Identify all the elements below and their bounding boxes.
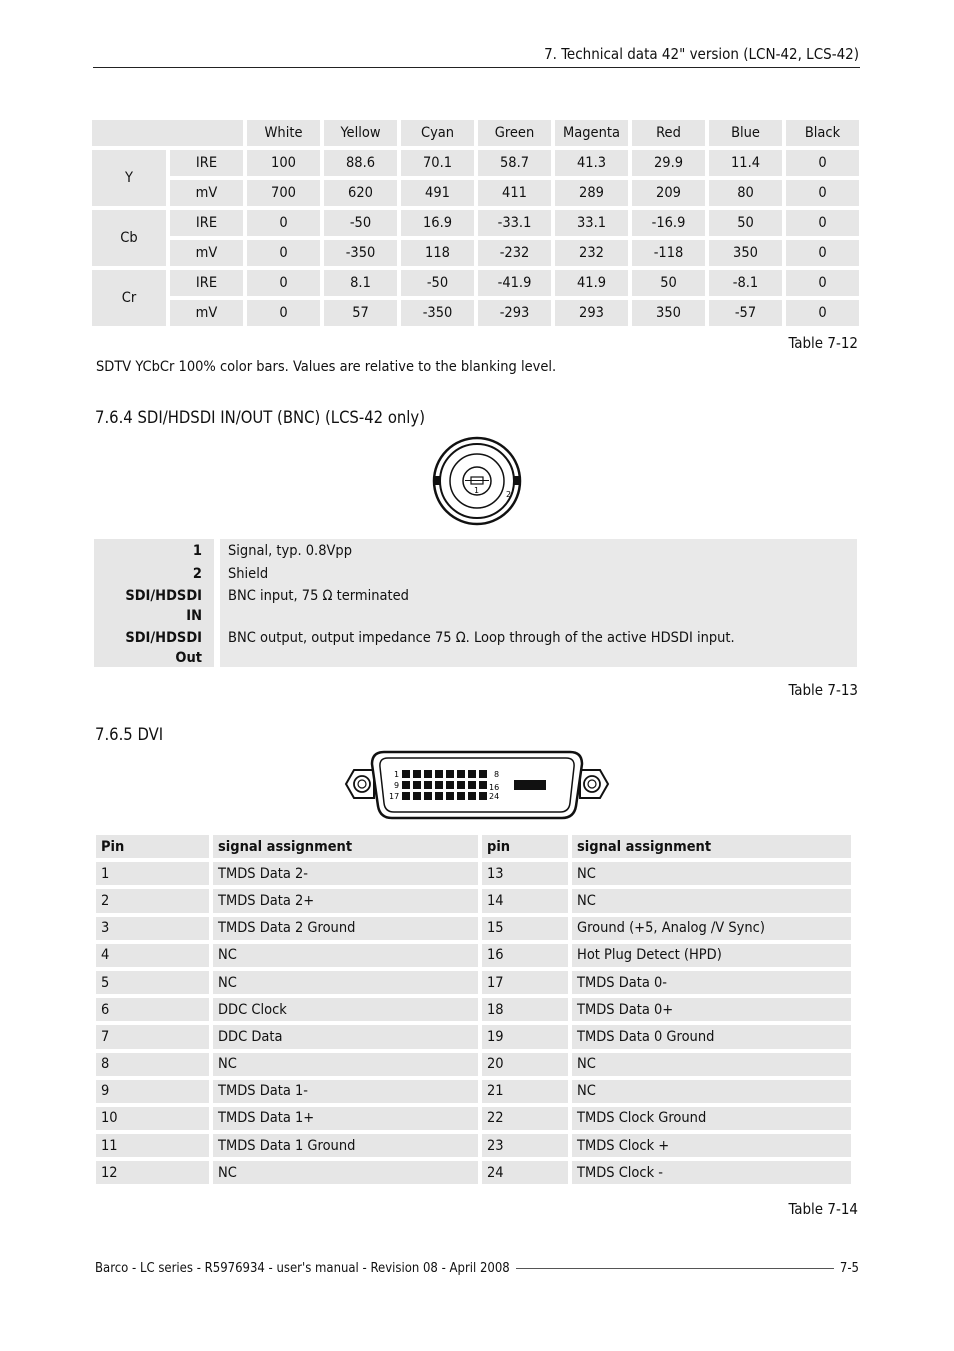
table-cell: TMDS Data 1+	[213, 1107, 478, 1130]
dvi-pin-17-label: 17	[389, 792, 400, 801]
dvi-pin	[457, 770, 465, 778]
table-cell: 0	[247, 300, 320, 326]
sdi-pin-desc: Signal, typ. 0.8Vpp	[220, 539, 857, 562]
unit-label: mV	[170, 300, 243, 326]
table-row	[96, 1080, 851, 1103]
dvi-header-signal: signal assignment	[213, 835, 478, 858]
table-cell: 118	[401, 240, 474, 266]
dvi-pin	[479, 792, 487, 800]
page-header-title: 7. Technical data 42" version (LCN-42, LCS-42)	[544, 45, 859, 63]
table-cell: 9	[96, 1080, 209, 1103]
table-cell: 6	[96, 998, 209, 1021]
table-cell: 7	[96, 1025, 209, 1048]
table-cell: NC	[572, 862, 851, 885]
table-cell: DDC Clock	[213, 998, 478, 1021]
table-cell: NC	[572, 1053, 851, 1076]
table-cell: -50	[324, 210, 397, 236]
table-cell: 15	[482, 917, 568, 940]
bnc-pin-2-label: 2	[506, 490, 512, 499]
table-cell: 0	[786, 210, 859, 236]
dvi-pin	[424, 781, 432, 789]
table-cell: 22	[482, 1107, 568, 1130]
dvi-pin	[468, 770, 476, 778]
table-cell: 100	[247, 150, 320, 176]
table-cell: 16	[482, 944, 568, 967]
table-row	[96, 971, 851, 994]
table-cell: -293	[478, 300, 551, 326]
table-cell: 23	[482, 1134, 568, 1157]
table-cell: NC	[572, 1080, 851, 1103]
table-cell: TMDS Data 0-	[572, 971, 851, 994]
table-cell: TMDS Data 2-	[213, 862, 478, 885]
table-cell: NC	[213, 1161, 478, 1184]
table-cell: 41.3	[555, 150, 628, 176]
table-cell: 2	[96, 889, 209, 912]
table-row	[96, 944, 851, 967]
table-cell: 350	[709, 240, 782, 266]
color-column-header: Magenta	[555, 120, 628, 146]
dvi-pin	[457, 781, 465, 789]
table-caption-7-12: Table 7-12	[788, 334, 858, 352]
dvi-header-pin: Pin	[96, 835, 209, 858]
table-cell: Ground (+5, Analog /V Sync)	[572, 917, 851, 940]
dvi-pin	[468, 792, 476, 800]
table-cell: 232	[555, 240, 628, 266]
header-rule	[93, 67, 860, 68]
table-cell: 13	[482, 862, 568, 885]
table-cell: 18	[482, 998, 568, 1021]
table-cell: 293	[555, 300, 628, 326]
color-column-header: Green	[478, 120, 551, 146]
dvi-pin	[457, 792, 465, 800]
table-cell: -41.9	[478, 270, 551, 296]
table-row	[96, 889, 851, 912]
table-cell: 209	[632, 180, 705, 206]
table-cell: 8	[96, 1053, 209, 1076]
dvi-connector-diagram	[344, 750, 610, 820]
table-cell: 0	[786, 150, 859, 176]
table-cell: 12	[96, 1161, 209, 1184]
unit-label: mV	[170, 180, 243, 206]
sdi-pin-table	[94, 539, 857, 667]
table-cell: 24	[482, 1161, 568, 1184]
table-cell: 11.4	[709, 150, 782, 176]
component-label: Y	[92, 150, 166, 206]
unit-label: IRE	[170, 270, 243, 296]
component-label: Cb	[92, 210, 166, 266]
color-column-header: Red	[632, 120, 705, 146]
table-cell: -118	[632, 240, 705, 266]
component-label: Cr	[92, 270, 166, 326]
dvi-pin	[413, 781, 421, 789]
table-cell: NC	[213, 944, 478, 967]
dvi-pin	[435, 792, 443, 800]
color-column-header: Cyan	[401, 120, 474, 146]
table-cell: -16.9	[632, 210, 705, 236]
dvi-pin	[446, 781, 454, 789]
table-row	[96, 917, 851, 940]
table-row	[96, 1134, 851, 1157]
table-cell: 350	[632, 300, 705, 326]
table-cell: -33.1	[478, 210, 551, 236]
table-cell: TMDS Clock Ground	[572, 1107, 851, 1130]
table-cell: 289	[555, 180, 628, 206]
dvi-pin-8-label: 8	[494, 770, 500, 779]
dvi-header-signal-2: signal assignment	[572, 835, 851, 858]
dvi-pin	[468, 781, 476, 789]
dvi-pin-24-label: 24	[489, 792, 500, 801]
dvi-pin	[446, 770, 454, 778]
dvi-pin	[413, 770, 421, 778]
table-caption-7-13: Table 7-13	[788, 681, 858, 699]
dvi-pin	[402, 792, 410, 800]
table-cell: 0	[786, 270, 859, 296]
table-cell: NC	[572, 889, 851, 912]
sdi-pin-desc: Shield	[220, 562, 857, 584]
table-cell: 70.1	[401, 150, 474, 176]
table-cell: 19	[482, 1025, 568, 1048]
table-cell: 4	[96, 944, 209, 967]
dvi-pin-1-label: 1	[394, 770, 400, 779]
sdi-pin-desc: BNC input, 75 Ω terminated	[220, 584, 857, 626]
page-footer	[95, 1261, 859, 1276]
table-cell: 620	[324, 180, 397, 206]
color-column-header: White	[247, 120, 320, 146]
color-bars-note: SDTV YCbCr 100% color bars. Values are relative to the blanking level.	[96, 359, 557, 375]
color-column-header: Yellow	[324, 120, 397, 146]
table-cell: NC	[213, 971, 478, 994]
table-cell: NC	[213, 1053, 478, 1076]
table-cell: 16.9	[401, 210, 474, 236]
section-heading-sdi: 7.6.4 SDI/HDSDI IN/OUT (BNC) (LCS-42 only)	[95, 408, 426, 427]
sdi-pin-label: 2	[94, 562, 214, 584]
table-cell: 0	[786, 180, 859, 206]
table-cell: TMDS Clock -	[572, 1161, 851, 1184]
table-cell: TMDS Data 2 Ground	[213, 917, 478, 940]
footer-rule	[516, 1268, 834, 1269]
table-cell: -350	[324, 240, 397, 266]
table-cell: TMDS Data 1-	[213, 1080, 478, 1103]
dvi-pin-9-label: 9	[394, 781, 400, 790]
table-cell: 50	[632, 270, 705, 296]
table-cell: 5	[96, 971, 209, 994]
table-cell: DDC Data	[213, 1025, 478, 1048]
table-cell: 491	[401, 180, 474, 206]
table-cell: 8.1	[324, 270, 397, 296]
table-cell: TMDS Data 2+	[213, 889, 478, 912]
table-cell: 411	[478, 180, 551, 206]
dvi-pin	[413, 792, 421, 800]
table-corner-cell	[92, 120, 243, 146]
table-row	[96, 1025, 851, 1048]
dvi-pin	[435, 770, 443, 778]
footer-text: Barco - LC series - R5976934 - user's manual - Revision 08 - April 2008	[95, 1261, 510, 1276]
table-cell: 0	[247, 270, 320, 296]
dvi-pin	[446, 792, 454, 800]
table-row	[96, 1107, 851, 1130]
page-number: 7-5	[839, 1261, 859, 1276]
table-cell: 50	[709, 210, 782, 236]
dvi-pin	[424, 770, 432, 778]
sdi-pin-label: SDI/HDSDI IN	[94, 584, 214, 626]
table-row	[96, 1053, 851, 1076]
color-column-header: Black	[786, 120, 859, 146]
table-cell: TMDS Data 1 Ground	[213, 1134, 478, 1157]
table-cell: 0	[786, 300, 859, 326]
unit-label: IRE	[170, 150, 243, 176]
sdi-pin-label: 1	[94, 539, 214, 562]
table-cell: 33.1	[555, 210, 628, 236]
table-caption-7-14: Table 7-14	[788, 1200, 858, 1218]
table-row	[96, 998, 851, 1021]
table-cell: 17	[482, 971, 568, 994]
dvi-pin	[479, 781, 487, 789]
bnc-connector-diagram	[432, 435, 522, 527]
table-cell: TMDS Data 0+	[572, 998, 851, 1021]
table-cell: 0	[247, 240, 320, 266]
sdi-pin-desc: BNC output, output impedance 75 Ω. Loop through of the active HDSDI input.	[220, 626, 857, 667]
table-cell: 700	[247, 180, 320, 206]
table-cell: 3	[96, 917, 209, 940]
table-cell: 21	[482, 1080, 568, 1103]
bnc-pin-1-label: 1	[474, 486, 480, 495]
dvi-pin-16-label: 16	[489, 783, 500, 792]
dvi-pin	[424, 792, 432, 800]
color-bar-table	[88, 116, 863, 330]
table-cell: Hot Plug Detect (HPD)	[572, 944, 851, 967]
table-cell: 58.7	[478, 150, 551, 176]
dvi-pin	[402, 781, 410, 789]
table-cell: TMDS Clock +	[572, 1134, 851, 1157]
dvi-header-pin-2: pin	[482, 835, 568, 858]
table-cell: -50	[401, 270, 474, 296]
table-cell: TMDS Data 0 Ground	[572, 1025, 851, 1048]
table-cell: -57	[709, 300, 782, 326]
sdi-pin-label: SDI/HDSDI Out	[94, 626, 214, 667]
section-heading-dvi: 7.6.5 DVI	[95, 725, 164, 744]
table-row	[96, 862, 851, 885]
table-cell: 11	[96, 1134, 209, 1157]
table-cell: 20	[482, 1053, 568, 1076]
table-cell: -8.1	[709, 270, 782, 296]
table-cell: 41.9	[555, 270, 628, 296]
color-column-header: Blue	[709, 120, 782, 146]
table-cell: 0	[786, 240, 859, 266]
table-cell: 57	[324, 300, 397, 326]
dvi-pin	[479, 770, 487, 778]
table-cell: -350	[401, 300, 474, 326]
unit-label: mV	[170, 240, 243, 266]
table-cell: 80	[709, 180, 782, 206]
table-cell: 1	[96, 862, 209, 885]
table-cell: 0	[247, 210, 320, 236]
dvi-pin-table	[92, 831, 855, 1188]
table-cell: 29.9	[632, 150, 705, 176]
table-cell: 10	[96, 1107, 209, 1130]
table-row	[96, 1161, 851, 1184]
unit-label: IRE	[170, 210, 243, 236]
table-cell: 88.6	[324, 150, 397, 176]
dvi-pin	[402, 770, 410, 778]
table-cell: 14	[482, 889, 568, 912]
table-cell: -232	[478, 240, 551, 266]
dvi-pin	[435, 781, 443, 789]
